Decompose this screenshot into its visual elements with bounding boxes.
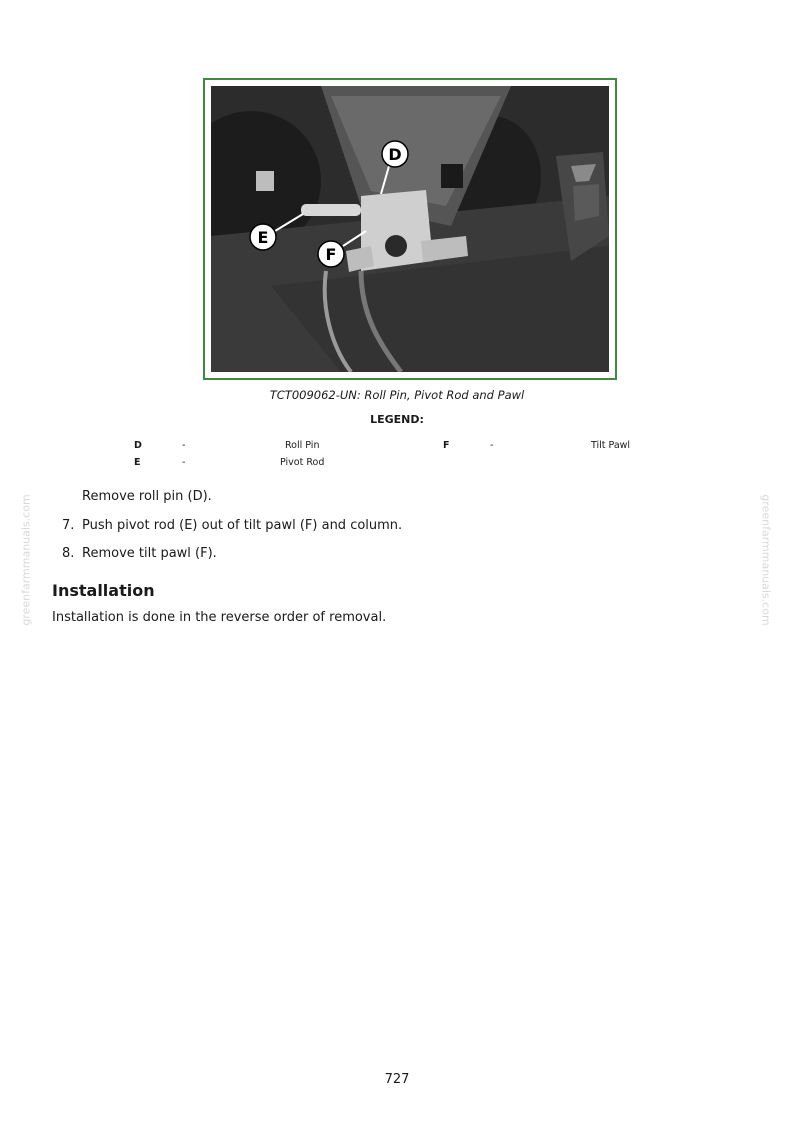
svg-text:F: F: [325, 245, 337, 264]
step-number: 7.: [62, 518, 75, 533]
legend-value: Pivot Rod: [280, 457, 325, 468]
step-text: Push pivot rod (E) out of tilt pawl (F) and column.: [82, 518, 403, 533]
step-number: 8.: [62, 546, 75, 561]
figure-frame: [203, 78, 617, 380]
watermark-right: greenfarmmanuals.com: [759, 494, 773, 626]
step-text: Remove roll pin (D).: [82, 489, 212, 504]
figure-caption: TCT009062-UN: Roll Pin, Pivot Rod and Pawl: [269, 388, 525, 402]
step-item: [62, 546, 217, 561]
legend-key: D: [134, 440, 142, 451]
watermark-left: greenfarmmanuals.com: [19, 494, 33, 626]
section-heading: Installation: [52, 581, 155, 600]
legend-dash: -: [182, 457, 186, 468]
step-text: Remove tilt pawl (F).: [82, 546, 217, 561]
legend-row: [0, 457, 794, 471]
svg-text:E: E: [257, 228, 269, 247]
legend-row: [0, 440, 794, 454]
legend-value: Roll Pin: [285, 440, 320, 451]
legend-value: Tilt Pawl: [591, 440, 631, 451]
legend-dash: -: [490, 440, 494, 451]
legend-title: LEGEND:: [370, 413, 424, 426]
legend-dash: -: [182, 440, 186, 451]
figure-illustration: [211, 86, 609, 372]
step-item: [82, 489, 212, 504]
svg-text:D: D: [388, 145, 402, 164]
step-item: [62, 518, 403, 533]
legend-key: F: [443, 440, 450, 451]
legend-key: E: [134, 457, 141, 468]
section-text: Installation is done in the reverse order of removal.: [52, 610, 387, 625]
page-number: 727: [384, 1072, 410, 1087]
